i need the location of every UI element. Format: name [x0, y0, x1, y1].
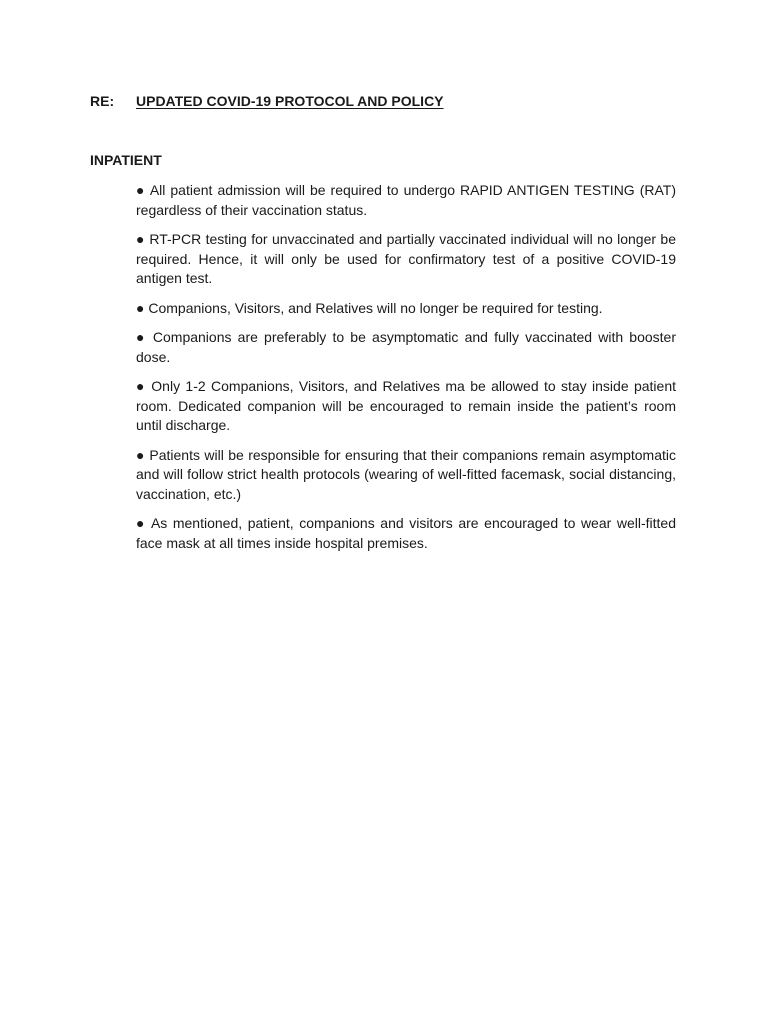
bullet-item: ● Patients will be responsible for ensuring that their companions remain asymptomatic and will follow strict health protocols (wearing of well-fitted facemask, social distancing, vaccination, etc.)	[136, 446, 676, 502]
inpatient-bullet-list	[136, 181, 676, 563]
bullet-item: ● Companions, Visitors, and Relatives will no longer be required for testing.	[136, 299, 603, 316]
section-heading-inpatient: INPATIENT	[90, 152, 162, 168]
bullet-item: ● Companions are preferably to be asymptomatic and fully vaccinated with booster dose.	[136, 329, 676, 365]
bullet-item: ● Only 1-2 Companions, Visitors, and Relatives ma be allowed to stay inside patient room. Dedicated companion will be encouraged to remain inside the patient’s room until discharge.	[136, 378, 676, 433]
memo-subject: UPDATED COVID-19 PROTOCOL AND POLICY	[136, 93, 444, 109]
bullet-item: ● All patient admission will be required to undergo RAPID ANTIGEN TESTING (RAT) regardless of their vaccination status.	[136, 182, 676, 218]
bullet-item: ● RT-PCR testing for unvaccinated and partially vaccinated individual will no longer be required. Hence, it will only be used for confirmatory test of a positive COVID-19 antigen test.	[136, 231, 676, 286]
memo-re-line	[90, 93, 444, 109]
re-label: RE:	[90, 93, 115, 109]
bullet-item: ● As mentioned, patient, companions and visitors are encouraged to wear well-fitted face mask at all times inside hospital premises.	[136, 515, 676, 551]
